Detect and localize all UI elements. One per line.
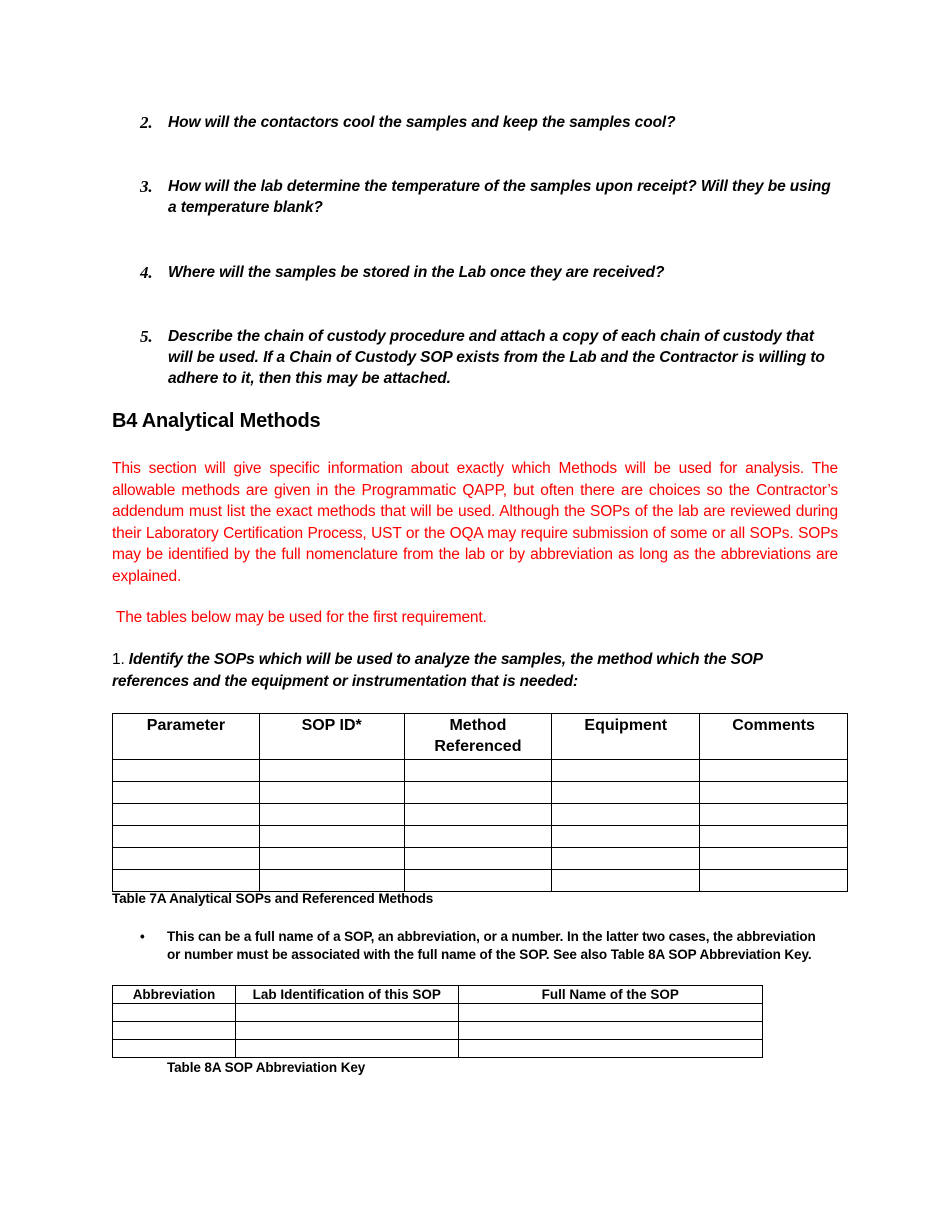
table-cell[interactable]: [700, 826, 848, 848]
requirement-1: [112, 649, 812, 693]
table-cell[interactable]: [404, 826, 552, 848]
footnote-text: This can be a full name of a SOP, an abbreviation, or a number. In the latter two cases, the abbreviation or number must be associated with the full name of the SOP. See also Table 8A SOP Abbreviation Key.: [167, 929, 816, 962]
question-4: [140, 262, 840, 283]
table-cell[interactable]: [404, 870, 552, 892]
table-cell[interactable]: [404, 782, 552, 804]
table-cell[interactable]: [113, 870, 260, 892]
question-3: [140, 176, 840, 218]
table-cell[interactable]: [552, 848, 700, 870]
table-row: [113, 760, 848, 782]
question-number: 2.: [140, 113, 153, 132]
table-cell[interactable]: [404, 804, 552, 826]
table-cell[interactable]: [113, 1040, 236, 1058]
table-cell[interactable]: [259, 870, 404, 892]
table-row: [113, 782, 848, 804]
question-text: How will the contactors cool the samples and keep the samples cool?: [168, 114, 676, 131]
table-cell[interactable]: [113, 760, 260, 782]
table-cell[interactable]: [259, 804, 404, 826]
table-cell[interactable]: [404, 848, 552, 870]
table-cell[interactable]: [458, 1022, 762, 1040]
table-7a-caption: Table 7A Analytical SOPs and Referenced Methods: [112, 891, 434, 906]
question-text: Where will the samples be stored in the Lab once they are received?: [168, 264, 665, 281]
bullet-icon: •: [140, 929, 145, 944]
table-cell[interactable]: [113, 782, 260, 804]
question-text: How will the lab determine the temperature of the samples upon receipt? Will they be using a temperature blank?: [168, 178, 831, 216]
question-2: [140, 112, 840, 133]
table-cell[interactable]: [552, 760, 700, 782]
table-cell[interactable]: [700, 782, 848, 804]
table-cell[interactable]: [259, 826, 404, 848]
table-cell[interactable]: [552, 870, 700, 892]
table-cell[interactable]: [700, 760, 848, 782]
table-cell[interactable]: [259, 760, 404, 782]
table-cell[interactable]: [700, 804, 848, 826]
table-cell[interactable]: [458, 1004, 762, 1022]
analytical-sops-table: [112, 713, 848, 892]
table-header-row: [113, 986, 763, 1004]
table-row: [113, 804, 848, 826]
header-full-name: Full Name of the SOP: [458, 986, 762, 1004]
header-sop-id: SOP ID*: [259, 714, 404, 760]
tables-note: The tables below may be used for the first requirement.: [112, 609, 487, 626]
sop-abbreviation-table: [112, 985, 763, 1058]
header-comments: Comments: [700, 714, 848, 760]
table-cell[interactable]: [113, 1004, 236, 1022]
table-cell[interactable]: [552, 804, 700, 826]
table-cell[interactable]: [113, 1022, 236, 1040]
header-equipment: Equipment: [552, 714, 700, 760]
table-cell[interactable]: [552, 782, 700, 804]
header-lab-identification: Lab Identification of this SOP: [235, 986, 458, 1004]
question-text: Describe the chain of custody procedure and attach a copy of each chain of custody that will be used. If a Chain of Custody SOP exists from the Lab and the Contractor is willing to adhere to it, then this may be attached.: [168, 328, 825, 387]
table-cell[interactable]: [259, 848, 404, 870]
table-cell[interactable]: [113, 848, 260, 870]
requirement-text: Identify the SOPs which will be used to analyze the samples, the method which the SOP references and the equipment or instrumentation that is needed:: [112, 651, 763, 690]
table-header-row: [113, 714, 848, 760]
table-row: [113, 1022, 763, 1040]
header-method-referenced: Method Referenced: [404, 714, 552, 760]
question-number: 3.: [140, 177, 153, 196]
question-number: 5.: [140, 327, 153, 346]
header-abbreviation: Abbreviation: [113, 986, 236, 1004]
table-cell[interactable]: [113, 804, 260, 826]
question-number: 4.: [140, 263, 153, 282]
table-cell[interactable]: [259, 782, 404, 804]
table-row: [113, 1040, 763, 1058]
table-8a-caption: Table 8A SOP Abbreviation Key: [167, 1060, 366, 1075]
table-cell[interactable]: [700, 870, 848, 892]
table-cell[interactable]: [235, 1004, 458, 1022]
table-cell[interactable]: [235, 1022, 458, 1040]
table-row: [113, 826, 848, 848]
table-cell[interactable]: [552, 826, 700, 848]
instruction-paragraph: This section will give specific information about exactly which Methods will be used for analysis. The allowable methods are given in the Programmatic QAPP, but often there are choices so the Contractor’s addendum must list the exact methods that will be used. Although the SOPs of the lab are reviewed during their Laboratory Certification Process, UST or the OQA may require submission of some or all SOPs. SOPs may be identified by the full nomenclature from the lab or by abbreviation as long as the abbreviations are explained.: [112, 460, 838, 585]
header-parameter: Parameter: [113, 714, 260, 760]
table-row: [113, 1004, 763, 1022]
requirement-number: 1.: [112, 651, 129, 668]
table-cell[interactable]: [235, 1040, 458, 1058]
table-cell[interactable]: [458, 1040, 762, 1058]
table-cell[interactable]: [700, 848, 848, 870]
sop-id-footnote: [140, 928, 830, 964]
table-cell[interactable]: [113, 826, 260, 848]
section-heading: B4 Analytical Methods: [112, 410, 321, 432]
table-row: [113, 848, 848, 870]
table-cell[interactable]: [404, 760, 552, 782]
table-row: [113, 870, 848, 892]
question-5: [140, 326, 840, 389]
